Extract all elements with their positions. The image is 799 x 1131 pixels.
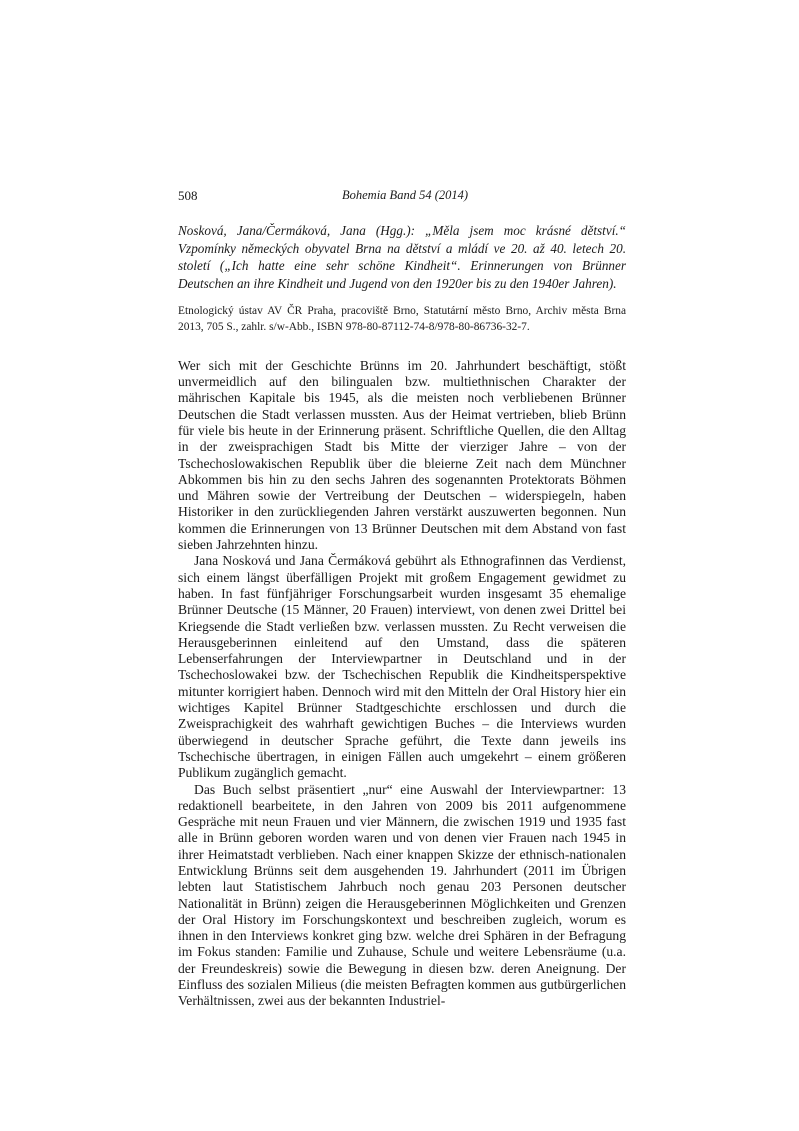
- document-page: [178, 188, 626, 1010]
- publication-info: Etnologický ústav AV ČR Praha, pracoviště Brno, Statutární město Brno, Archiv města Brna 2013, 705 S., zahlr. s/w-Abb., ISBN 978-80-87112-74-8/978-80-86736-32-7.: [178, 305, 626, 333]
- body-paragraph: Das Buch selbst präsentiert „nur“ eine Auswahl der Interviewpartner: 13 redaktionell bearbeitete, in den Jahren von 2009 bis 2011 aufgenommene Gespräche mit neun Frauen und vier Männern, die zwischen 1919 und 1935 fast alle in Brünn geboren worden waren und von denen vier Frauen nach 1945 in ihrer Heimatstadt verblieben. Nach einer knappen Skizze der ethnisch-nationalen Entwicklung Brünns seit dem ausgehenden 19. Jahrhundert (2011 im Übrigen lebten laut Statistischem Jahrbuch noch genau 203 Personen deutscher Nationalität in Brünn) zeigen die Herausgeberinnen Möglichkeiten und Grenzen der Oral History im Forschungskontext und beschreiben zugleich, worum es ihnen in den Interviews konkret ging bzw. welche drei Sphären in der Befragung im Fokus standen: Familie und Zuhause, Schule und weitere Lebensräume (u.a. der Freundeskreis) sowie die Bewegung in diesen bzw. deren Aneignung. Der Einfluss des sozialen Milieus (die meisten Befragten kommen aus gutbürgerlichen Verhältnissen, zwei aus der bekannten Industriel-: [178, 781, 626, 1009]
- journal-title: Bohemia Band 54 (2014): [342, 188, 469, 202]
- review-title: Nosková, Jana/Čermáková, Jana (Hgg.): „Měla jsem moc krásné dětství.“ Vzpomínky německých obyvatel Brna na dětství a mládí ve 20. až 40. letech 20. století („Ich hatte eine sehr schöne Kindheit“. Erinnerungen von Brünner Deutschen an ihre Kindheit und Jugend von den 1920er bis zu den 1940er Jahren).: [178, 223, 626, 291]
- running-head: [178, 188, 626, 210]
- review-body: [178, 358, 626, 1010]
- body-paragraph: Wer sich mit der Geschichte Brünns im 20. Jahrhundert beschäftigt, stößt unvermeidlich auf den bilingualen bzw. multiethnischen Charakter der mährischen Kapitale bis 1945, als die meisten noch verbliebenen Brünner Deutschen die Stadt verlassen mussten. Aus der Heimat vertrieben, blieb Brünn für viele bis heute in der Erinnerung präsent. Schriftliche Quellen, die den Alltag in der zweisprachigen Stadt bis Mitte der vierziger Jahre – von der Tschechoslowakischen Republik über die bleierne Zeit nach dem Münchner Abkommen bis hin zu den sechs Jahren des sogenannten Protektorats Böhmen und Mähren sowie der Vertreibung der Deutschen – widerspiegeln, haben Historiker in den zurückliegenden Jahren verstärkt auszuwerten begonnen. Nun kommen die Erinnerungen von 13 Brünner Deutschen mit dem Abstand von fast sieben Jahrzehnten hinzu.: [178, 357, 626, 553]
- page-number: 508: [178, 188, 198, 203]
- body-paragraph: Jana Nosková und Jana Čermáková gebührt als Ethnografinnen das Verdienst, sich einem längst überfälligen Projekt mit großem Engagement gewidmet zu haben. In fast fünfjähriger Forschungsarbeit wurden insgesamt 35 ehemalige Brünner Deutsche (15 Männer, 20 Frauen) interviewt, von denen zwei Drittel bei Kriegsende die Stadt verließen bzw. verlassen mussten. Zu Recht verweisen die Herausgeberinnen einleitend auf den Umstand, dass die späteren Lebenserfahrungen der Interviewpartner in Deutschland und in der Tschechoslowakei bzw. der Tschechischen Republik die Kindheitsperspektive mitunter korrigiert haben. Dennoch wird mit den Mitteln der Oral History hier ein wichtiges Kapitel Brünner Stadtgeschichte erschlossen und durch die Zweisprachigkeit des wahrhaft gewichtigen Buches – die Interviews wurden überwiegend in deutscher Sprache geführt, die Texte dann jeweils ins Tschechische übertragen, in einigen Fällen auch umgekehrt – einem größeren Publikum zugänglich gemacht.: [178, 553, 626, 781]
